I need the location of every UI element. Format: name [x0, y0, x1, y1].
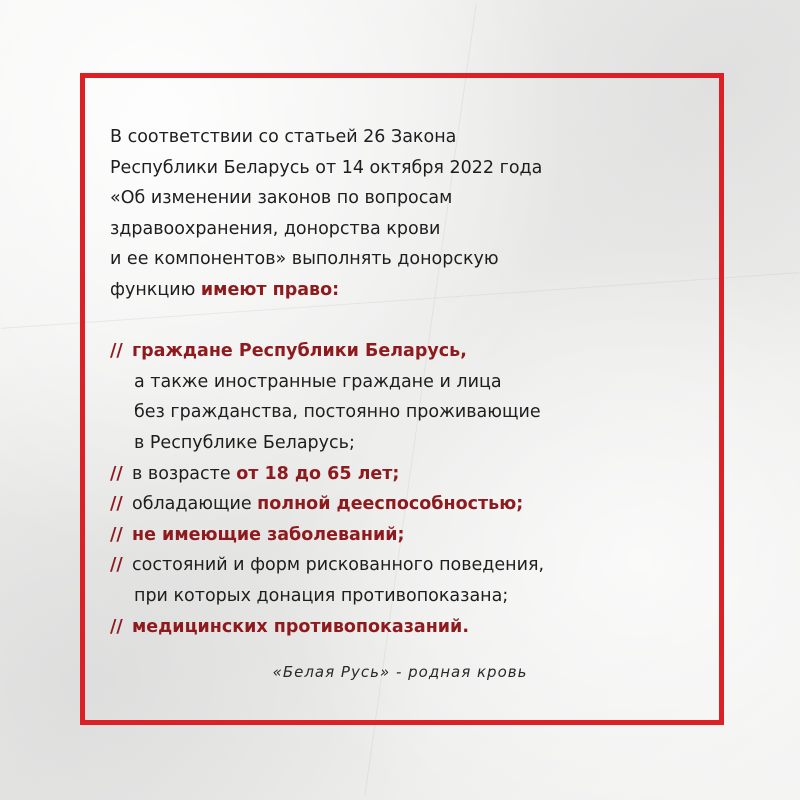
- list-item-conditions: [110, 550, 670, 581]
- intro-line: «Об изменении законов по вопросам: [110, 188, 453, 209]
- bullet-marker: //: [110, 555, 123, 576]
- list-item-continuation: без гражданства, постоянно проживающие: [134, 402, 541, 423]
- intro-text: функцию: [110, 279, 201, 300]
- intro-line: В соответствии со статьей 26 Закона: [110, 127, 457, 147]
- age-text: в возрасте: [132, 463, 237, 484]
- capacity-text: обладающие: [132, 494, 258, 515]
- list-item-continuation: при которых донация противопоказана;: [134, 585, 509, 606]
- age-highlight: от 18 до 65 лет;: [236, 463, 400, 484]
- citizens-highlight: граждане Республики Беларусь,: [132, 341, 467, 362]
- list-item-contraindications: [110, 612, 670, 643]
- document-body: [110, 122, 670, 642]
- intro-line: здравоохранения, донорства крови: [110, 218, 441, 239]
- rights-highlight: имеют право:: [200, 279, 340, 300]
- list-item-citizens: [110, 336, 670, 367]
- contraindications-highlight: медицинских противопоказаний.: [132, 616, 469, 637]
- list-item-capacity: [110, 489, 670, 520]
- bullet-marker: //: [110, 616, 123, 637]
- bullet-marker: //: [110, 463, 123, 484]
- capacity-highlight: полной дееспособностью;: [257, 494, 524, 515]
- list-item-continuation: в Республике Беларусь;: [134, 432, 355, 453]
- list-item-age: [110, 459, 670, 490]
- diseases-highlight: не имеющие заболеваний;: [132, 524, 405, 545]
- bullet-marker: //: [110, 494, 123, 515]
- slogan-footer: «Белая Русь» - родная кровь: [272, 663, 528, 681]
- bullet-marker: //: [110, 341, 123, 362]
- intro-line: и ее компонентов» выполнять донорскую: [110, 249, 499, 270]
- conditions-text: состояний и форм рискованного поведения,: [132, 555, 545, 576]
- bullet-marker: //: [110, 524, 123, 545]
- list-item-continuation: а также иностранные граждане и лица: [134, 371, 502, 392]
- intro-line: Республики Беларусь от 14 октября 2022 года: [110, 157, 543, 178]
- spacer: [110, 306, 670, 337]
- intro-line: [110, 275, 670, 306]
- list-item-diseases: [110, 520, 670, 551]
